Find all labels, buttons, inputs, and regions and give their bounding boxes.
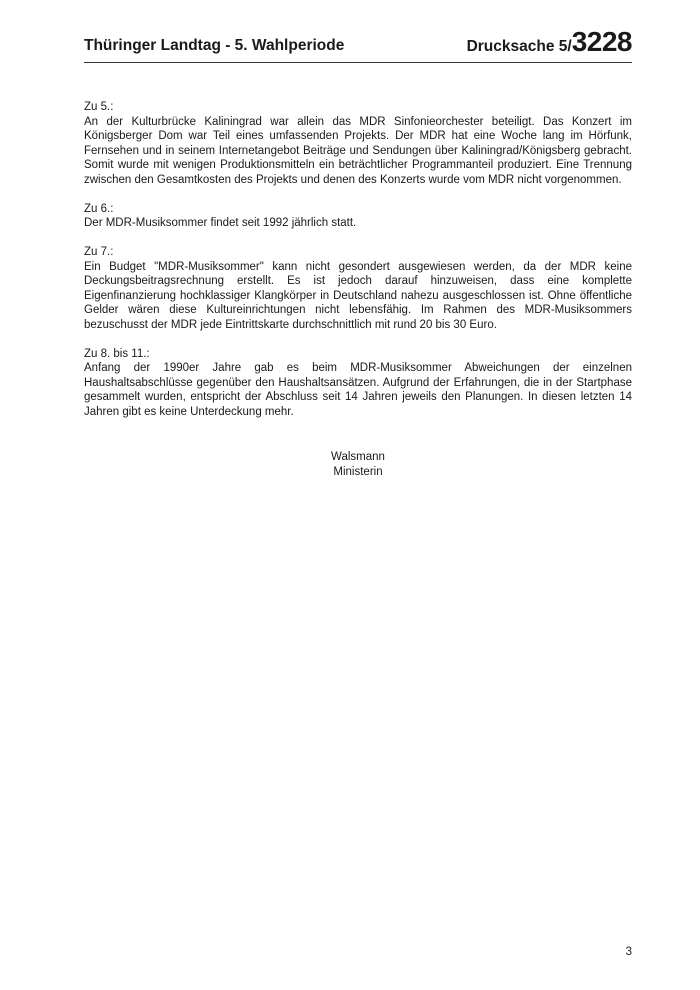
section-heading: Zu 8. bis 11.: xyxy=(84,347,150,360)
answer-section-5 xyxy=(84,100,632,187)
header-divider xyxy=(84,62,632,63)
document-number xyxy=(467,26,632,58)
signatory-name: Walsmann xyxy=(331,451,385,463)
section-text: Ein Budget "MDR-Musiksommer" kann nicht gesondert ausgewiesen werden, da der MDR keine Deckungsbeitragsrechnung erstellt. Es ist jedoch darauf hinzuweisen, dass eine komplette Eigenfinanzierung hochklassiger Klangkörper in Deutschland nahezu ausgeschlossen ist. Ohne öffentliche Gelder wären diese Kultureinrichtungen nicht lebensfähig. Im Rahmen des MDR-Musiksommers bezuschusst der MDR jede Eintrittskarte durchschnittlich mit rund 20 bis 30 Euro. xyxy=(84,260,632,331)
section-text: Der MDR-Musiksommer findet seit 1992 jährlich statt. xyxy=(84,217,357,229)
answer-section-7 xyxy=(84,245,632,332)
section-text: An der Kulturbrücke Kaliningrad war allein das MDR Sinfonieorchester beteiligt. Das Konzert im Königsberger Dom war Teil eines umfassenden Projekts. Der MDR hat eine Woche lang im Hörfunk, Fernsehen und in seinem Internetangebot Beiträge und Sendungen über Kaliningrad/Königsberg gebracht. Somit wurde mit wenigen Produktionsmitteln ein beträchtlicher Programmanteil produziert. Eine Trennung zwischen den Gesamtkosten des Projekts und denen des Konzerts wurde vom MDR nicht vorgenommen. xyxy=(84,115,632,186)
document-number-value: 3228 xyxy=(571,26,632,57)
signature-block xyxy=(84,450,632,479)
parliament-title: Thüringer Landtag - 5. Wahlperiode xyxy=(84,37,345,54)
page-header xyxy=(84,26,632,60)
document-body xyxy=(84,100,632,434)
section-heading: Zu 6.: xyxy=(84,202,114,215)
signatory-title: Ministerin xyxy=(333,465,383,478)
answer-section-6 xyxy=(84,202,632,231)
section-text: Anfang der 1990er Jahre gab es beim MDR-Musiksommer Abweichungen der einzelnen Haushaltsabschlüsse gegenüber den Haushaltsansätzen. Aufgrund der Erfahrungen, die in der Startphase gesammelt wurden, entspricht der Abschluss seit 14 Jahren jeweils den Planungen. In diesen letzten 14 Jahren gibt es keine Unterdeckung mehr. xyxy=(84,362,632,418)
page-number: 3 xyxy=(625,946,632,958)
section-heading: Zu 5.: xyxy=(84,101,114,113)
answer-section-8-11 xyxy=(84,347,632,420)
document-number-prefix: Drucksache 5/ xyxy=(466,38,572,55)
section-heading: Zu 7.: xyxy=(84,246,114,258)
